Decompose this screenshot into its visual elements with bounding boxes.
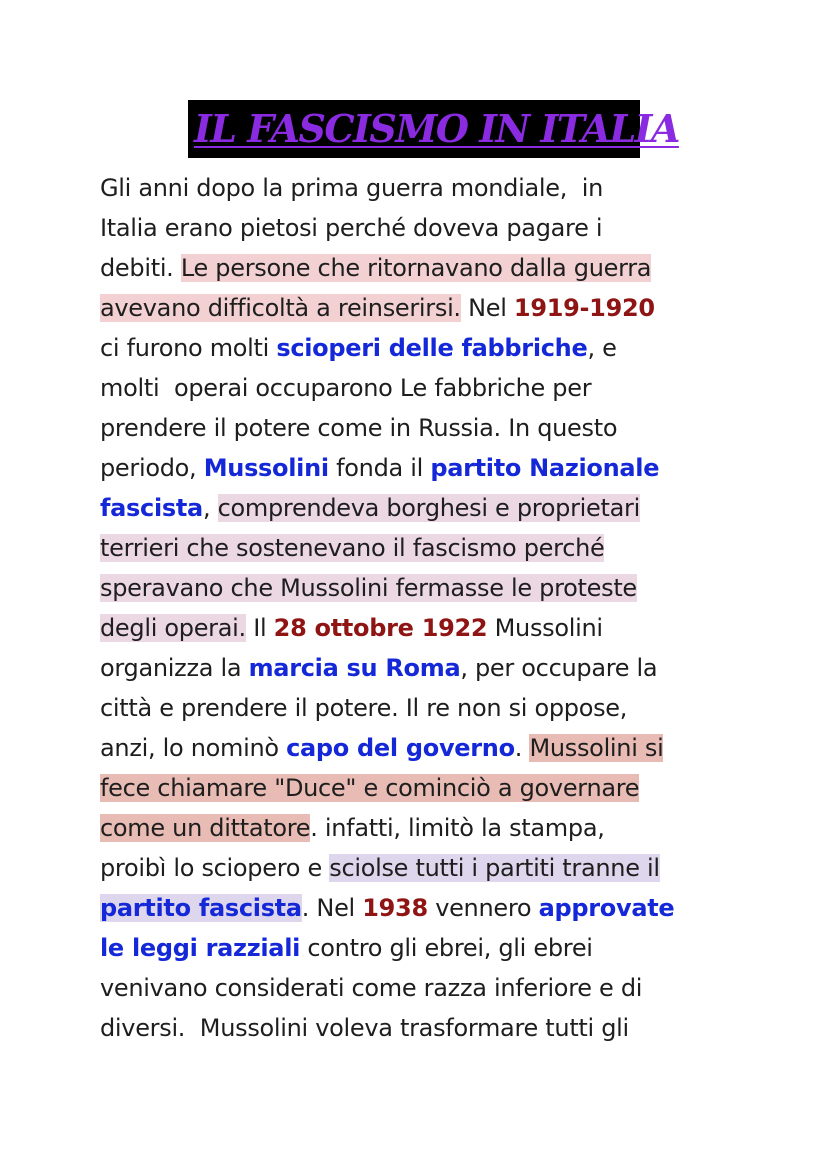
text-segment: Mussolini bbox=[487, 614, 603, 642]
date-highlight: 28 ottobre 1922 bbox=[273, 614, 488, 642]
page-title: IL FASCISMO IN ITALIA bbox=[188, 100, 640, 158]
text-line bbox=[100, 208, 740, 248]
text-line bbox=[100, 488, 740, 528]
text-segment: ci furono molti bbox=[100, 334, 277, 362]
highlighted-text: sciolse tutti i partiti tranne il bbox=[329, 854, 660, 882]
text-line bbox=[100, 768, 740, 808]
text-line bbox=[100, 528, 740, 568]
title-container bbox=[0, 100, 828, 158]
highlighted-text: speravano che Mussolini fermasse le proteste bbox=[100, 574, 637, 602]
date-highlight: 1919-1920 bbox=[513, 294, 655, 322]
keyword-highlight: fascista bbox=[100, 494, 203, 522]
keyword-highlight: Mussolini bbox=[203, 454, 329, 482]
text-segment: . infatti, limitò la stampa, bbox=[310, 814, 605, 842]
text-line bbox=[100, 408, 740, 448]
text-line bbox=[100, 168, 740, 208]
highlighted-text: comprendeva borghesi e proprietari bbox=[217, 494, 640, 522]
text-segment: . Nel bbox=[301, 894, 363, 922]
keyword-highlight: le leggi razziali bbox=[100, 934, 301, 962]
text-line bbox=[100, 248, 740, 288]
text-line bbox=[100, 848, 740, 888]
text-segment: Il bbox=[245, 614, 274, 642]
text-line bbox=[100, 568, 740, 608]
text-segment: Gli anni dopo la prima guerra mondiale, in bbox=[100, 174, 603, 202]
highlighted-text: degli operai. bbox=[100, 614, 246, 642]
text-line bbox=[100, 288, 740, 328]
text-segment: vennero bbox=[427, 894, 539, 922]
text-line bbox=[100, 608, 740, 648]
text-line bbox=[100, 928, 740, 968]
text-line bbox=[100, 808, 740, 848]
text-line bbox=[100, 1008, 740, 1048]
highlighted-text: Le persone che ritornavano dalla guerra bbox=[180, 254, 652, 282]
text-line bbox=[100, 968, 740, 1008]
keyword-highlight: marcia su Roma bbox=[248, 654, 461, 682]
text-segment: . bbox=[514, 734, 530, 762]
text-segment: , e bbox=[587, 334, 617, 362]
text-segment: organizza la bbox=[100, 654, 249, 682]
highlighted-text: come un dittatore bbox=[100, 814, 311, 842]
text-segment: , per occupare la bbox=[460, 654, 658, 682]
text-segment: anzi, lo nominò bbox=[100, 734, 287, 762]
keyword-highlight: partito Nazionale bbox=[430, 454, 660, 482]
body-paragraph bbox=[100, 168, 740, 1048]
text-segment: città e prendere il potere. Il re non si oppose, bbox=[100, 694, 628, 722]
text-line bbox=[100, 888, 740, 928]
text-segment: proibì lo sciopero e bbox=[100, 854, 330, 882]
text-segment: fonda il bbox=[328, 454, 431, 482]
text-segment: prendere il potere come in Russia. In questo bbox=[100, 414, 618, 442]
highlighted-text: avevano difficoltà a reinserirsi. bbox=[100, 294, 461, 322]
highlighted-text: fece chiamare "Duce" e cominciò a governare bbox=[100, 774, 640, 802]
highlighted-text: Mussolini si bbox=[529, 734, 664, 762]
highlighted-text: terrieri che sostenevano il fascismo perché bbox=[100, 534, 605, 562]
date-highlight: 1938 bbox=[362, 894, 428, 922]
text-segment: Italia erano pietosi perché doveva pagare i bbox=[100, 214, 603, 242]
text-segment: Nel bbox=[460, 294, 514, 322]
text-segment: , bbox=[202, 494, 218, 522]
keyword-highlight: approvate bbox=[538, 894, 675, 922]
text-segment: venivano considerati come razza inferiore e di bbox=[100, 974, 643, 1002]
text-line bbox=[100, 728, 740, 768]
keyword-highlight: partito fascista bbox=[100, 894, 302, 922]
text-line bbox=[100, 688, 740, 728]
text-line bbox=[100, 448, 740, 488]
text-segment: debiti. bbox=[100, 254, 181, 282]
text-line bbox=[100, 368, 740, 408]
text-line bbox=[100, 648, 740, 688]
keyword-highlight: scioperi delle fabbriche bbox=[276, 334, 588, 362]
text-segment: contro gli ebrei, gli ebrei bbox=[300, 934, 593, 962]
text-segment: periodo, bbox=[100, 454, 204, 482]
text-line bbox=[100, 328, 740, 368]
keyword-highlight: capo del governo bbox=[286, 734, 515, 762]
text-segment: diversi. Mussolini voleva trasformare tutti gli bbox=[100, 1014, 629, 1042]
text-segment: molti operai occuparono Le fabbriche per bbox=[100, 374, 592, 402]
